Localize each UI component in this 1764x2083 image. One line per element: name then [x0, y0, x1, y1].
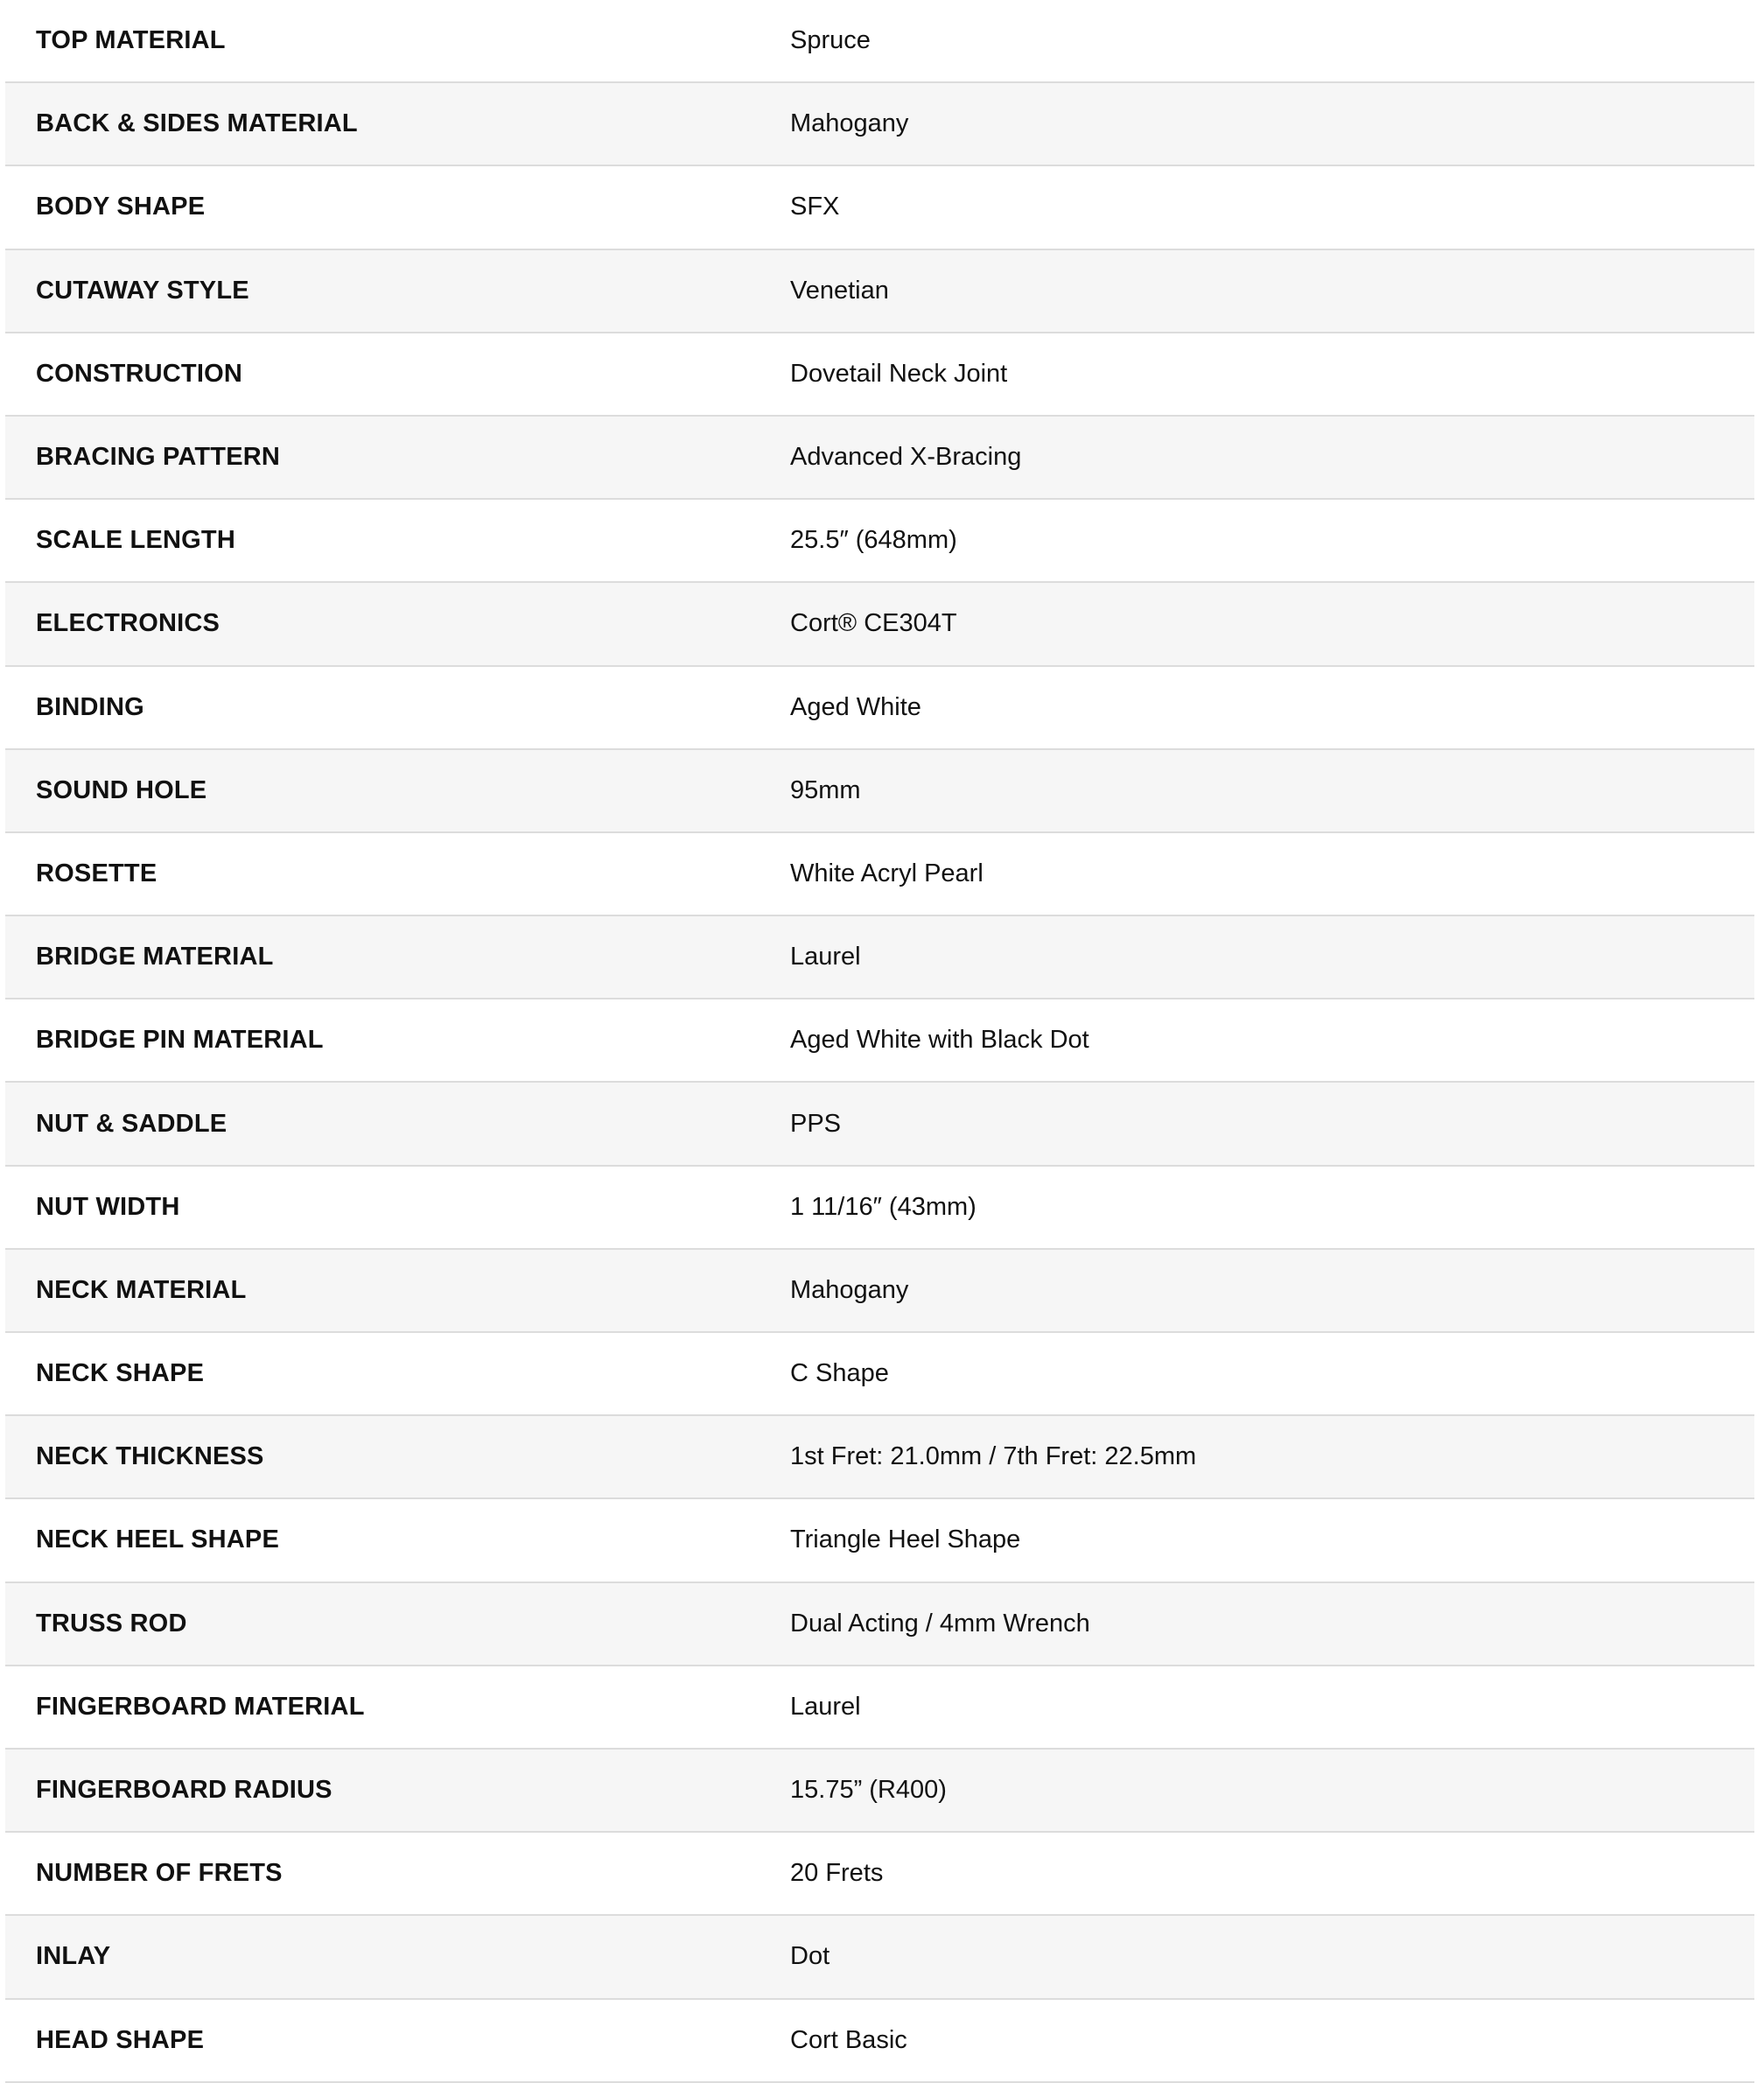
spec-label: SOUND HOLE	[36, 775, 207, 804]
spec-row-inlay	[5, 1916, 1754, 1999]
spec-row-construction	[5, 333, 1754, 417]
spec-row-cutaway-style	[5, 250, 1754, 333]
spec-label: NUMBER OF FRETS	[36, 1859, 283, 1888]
spec-label: BINDING	[36, 692, 144, 721]
spec-label: INLAY	[36, 1942, 111, 1971]
spec-value: Cort Basic	[790, 2025, 907, 2054]
spec-value: Spruce	[790, 26, 871, 55]
spec-row-truss-rod	[5, 1583, 1754, 1666]
spec-row-bridge-pin-material	[5, 999, 1754, 1083]
spec-value: Mahogany	[790, 109, 909, 138]
spec-label: TRUSS ROD	[36, 1609, 187, 1638]
spec-label: TOP MATERIAL	[36, 26, 226, 55]
spec-row-top-material	[5, 0, 1754, 83]
spec-value: Laurel	[790, 1692, 861, 1721]
spec-table	[5, 0, 1754, 2083]
spec-label: NUT WIDTH	[36, 1192, 180, 1221]
spec-value: C Shape	[790, 1359, 889, 1388]
spec-row-nut-width	[5, 1167, 1754, 1250]
spec-row-neck-shape	[5, 1333, 1754, 1416]
spec-row-rosette	[5, 833, 1754, 916]
spec-label: CONSTRUCTION	[36, 359, 243, 388]
spec-label: CUTAWAY STYLE	[36, 276, 249, 305]
spec-value: 1st Fret: 21.0mm / 7th Fret: 22.5mm	[790, 1442, 1197, 1471]
spec-label: BRIDGE PIN MATERIAL	[36, 1026, 324, 1055]
spec-label: SCALE LENGTH	[36, 526, 235, 555]
spec-value: Dovetail Neck Joint	[790, 359, 1008, 388]
spec-row-nut-saddle	[5, 1083, 1754, 1166]
spec-row-sound-hole	[5, 750, 1754, 833]
spec-label: NECK SHAPE	[36, 1359, 205, 1388]
spec-value: PPS	[790, 1109, 842, 1138]
spec-row-scale-length	[5, 500, 1754, 583]
spec-row-back-sides-material	[5, 83, 1754, 166]
spec-row-neck-heel-shape	[5, 1499, 1754, 1582]
spec-row-bracing-pattern	[5, 417, 1754, 500]
spec-row-electronics	[5, 583, 1754, 666]
spec-label: BACK & SIDES MATERIAL	[36, 109, 358, 138]
spec-label: ROSETTE	[36, 859, 158, 887]
spec-value: Aged White with Black Dot	[790, 1026, 1089, 1055]
spec-value: SFX	[790, 193, 840, 221]
spec-value: Triangle Heel Shape	[790, 1525, 1021, 1554]
spec-value: 1 11/16″ (43mm)	[790, 1192, 976, 1221]
spec-label: BRIDGE MATERIAL	[36, 943, 274, 971]
spec-row-binding	[5, 667, 1754, 750]
spec-value: Mahogany	[790, 1275, 909, 1304]
spec-label: NUT & SADDLE	[36, 1109, 228, 1138]
spec-label: BRACING PATTERN	[36, 443, 281, 472]
spec-label: ELECTRONICS	[36, 609, 220, 638]
spec-row-fingerboard-material	[5, 1666, 1754, 1750]
spec-value: White Acryl Pearl	[790, 859, 984, 887]
spec-row-neck-thickness	[5, 1416, 1754, 1499]
spec-value: 25.5″ (648mm)	[790, 526, 957, 555]
spec-label: FINGERBOARD MATERIAL	[36, 1692, 365, 1721]
spec-row-number-of-frets	[5, 1833, 1754, 1916]
spec-value: Venetian	[790, 276, 889, 305]
spec-row-head-shape	[5, 2000, 1754, 2083]
spec-row-bridge-material	[5, 916, 1754, 999]
spec-value: Aged White	[790, 692, 921, 721]
spec-label: NECK MATERIAL	[36, 1275, 247, 1304]
spec-value: Laurel	[790, 943, 861, 971]
spec-value: Cort® CE304T	[790, 609, 957, 638]
spec-row-neck-material	[5, 1250, 1754, 1333]
spec-label: NECK THICKNESS	[36, 1442, 264, 1471]
spec-value: 95mm	[790, 775, 861, 804]
spec-value: Dot	[790, 1942, 830, 1971]
spec-row-body-shape	[5, 166, 1754, 249]
spec-row-fingerboard-radius	[5, 1750, 1754, 1833]
spec-value: Advanced X-Bracing	[790, 443, 1022, 472]
spec-label: BODY SHAPE	[36, 193, 206, 221]
spec-label: HEAD SHAPE	[36, 2025, 205, 2054]
spec-value: Dual Acting / 4mm Wrench	[790, 1609, 1090, 1638]
spec-value: 20 Frets	[790, 1859, 884, 1888]
spec-label: NECK HEEL SHAPE	[36, 1525, 280, 1554]
spec-value: 15.75” (R400)	[790, 1776, 947, 1805]
spec-label: FINGERBOARD RADIUS	[36, 1776, 332, 1805]
